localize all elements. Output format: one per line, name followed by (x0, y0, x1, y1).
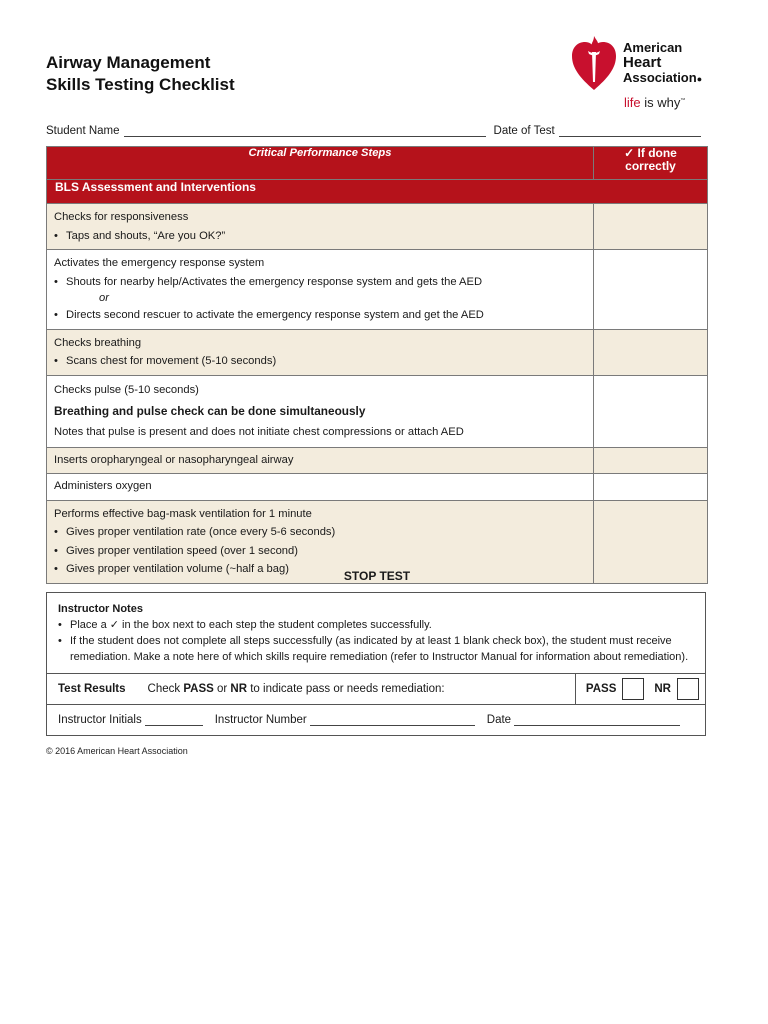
test-results-instruction: Check PASS or NR to indicate pass or needs remediation: (147, 683, 445, 695)
date-of-test-label: Date of Test (493, 125, 555, 137)
title-line-2: Skills Testing Checklist (46, 75, 235, 94)
table-row (47, 474, 708, 501)
instructor-number-field[interactable] (310, 715, 475, 726)
date-label: Date (486, 714, 512, 726)
check-cell[interactable] (594, 204, 708, 250)
instructor-notes-heading: Instructor Notes (58, 603, 143, 615)
org-line-2: Heart (623, 54, 662, 71)
table-row (47, 250, 708, 330)
student-name-field[interactable] (124, 125, 486, 137)
instructor-notes (47, 593, 705, 674)
step-or: or (99, 292, 109, 304)
step-bullet: • Scans chest for movement (5-10 seconds) (54, 352, 585, 371)
heart-torch-icon (570, 34, 618, 94)
table-row (47, 447, 708, 474)
table-row (47, 329, 708, 375)
step-title: Performs effective bag-mask ventilation for 1 minute (54, 507, 312, 520)
step-bullet: • Gives proper ventilation volume (~half a bag) (54, 560, 585, 579)
org-line-3: Association● (623, 70, 703, 85)
step-title: Inserts oropharyngeal or nasopharyngeal airway (54, 453, 294, 466)
signature-row (47, 705, 705, 735)
org-name (623, 40, 702, 87)
step-cell (47, 474, 594, 501)
step-bullet: • Gives proper ventilation rate (once every 5-6 seconds) (54, 523, 585, 542)
table-row (47, 204, 708, 250)
step-bullet: • Gives proper ventilation speed (over 1 second) (54, 542, 585, 561)
copyright: © 2016 American Heart Association (46, 746, 188, 756)
step-title: Checks for responsiveness (54, 211, 189, 223)
col-header-steps: Critical Performance Steps (47, 147, 594, 180)
step-title: Checks pulse (5-10 seconds) (54, 383, 199, 396)
check-cell[interactable] (594, 375, 708, 447)
instructor-initials-label: Instructor Initials (58, 714, 142, 726)
stop-test-label: STOP TEST (343, 569, 411, 583)
note-item: • Place a ✓ in the box next to each step the student completes successfully. (58, 617, 695, 633)
nr-label: NR (654, 683, 671, 695)
test-results-label: Test Results (58, 683, 126, 695)
step-note: Notes that pulse is present and does not initiate chest compressions or attach AED (54, 425, 464, 438)
check-cell[interactable] (594, 329, 708, 375)
student-name-label: Student Name (46, 125, 120, 137)
section-title: BLS Assessment and Interventions (47, 180, 708, 204)
pass-nr-area (575, 674, 705, 704)
step-title: Checks breathing (54, 336, 142, 349)
pass-checkbox[interactable] (622, 678, 644, 700)
step-cell (47, 375, 594, 447)
student-info-row (46, 125, 708, 137)
page-title (46, 52, 235, 96)
nr-checkbox[interactable] (677, 678, 699, 700)
test-results-row (47, 674, 705, 705)
date-of-test-field[interactable] (559, 125, 701, 137)
date-field[interactable] (514, 715, 680, 726)
table-row (47, 375, 708, 447)
step-bullet: • Directs second rescuer to activate the emergency response system and get the AED (54, 306, 585, 325)
org-line-1: American (623, 40, 683, 55)
step-bold-note: Breathing and pulse check can be done simultaneously (54, 403, 366, 418)
instructor-initials-field[interactable] (145, 715, 203, 726)
step-cell (47, 250, 594, 330)
check-cell[interactable] (594, 474, 708, 501)
step-bullet: • Taps and shouts, “Are you OK?” (54, 227, 585, 246)
note-item: • If the student does not complete all steps successfully (as indicated by at least 1 blank check box), the student must receive remediation. Make a note here of which skills require remediation (refer to Instructor Manual for information about remediation). (58, 633, 695, 665)
step-cell (47, 329, 594, 375)
check-cell[interactable] (594, 447, 708, 474)
step-title: Administers oxygen (54, 480, 152, 492)
tagline: life is why™ (624, 95, 686, 110)
step-title: Activates the emergency response system (54, 257, 265, 269)
check-mark-icon: ✓ (109, 619, 119, 631)
steps-table (46, 146, 708, 584)
title-line-1: Airway Management (46, 53, 211, 72)
instructor-notes-box (46, 592, 706, 736)
step-cell (47, 204, 594, 250)
col-header-check: ✓ If done correctly (594, 147, 708, 180)
instructor-number-label: Instructor Number (214, 714, 307, 726)
step-bullet: • Shouts for nearby help/Activates the emergency response system and gets the AED (54, 273, 585, 292)
table-header-row (47, 147, 708, 180)
check-cell[interactable] (594, 250, 708, 330)
step-cell (47, 447, 594, 474)
pass-label: PASS (585, 683, 617, 695)
section-row (47, 180, 708, 204)
aha-logo (570, 34, 730, 114)
